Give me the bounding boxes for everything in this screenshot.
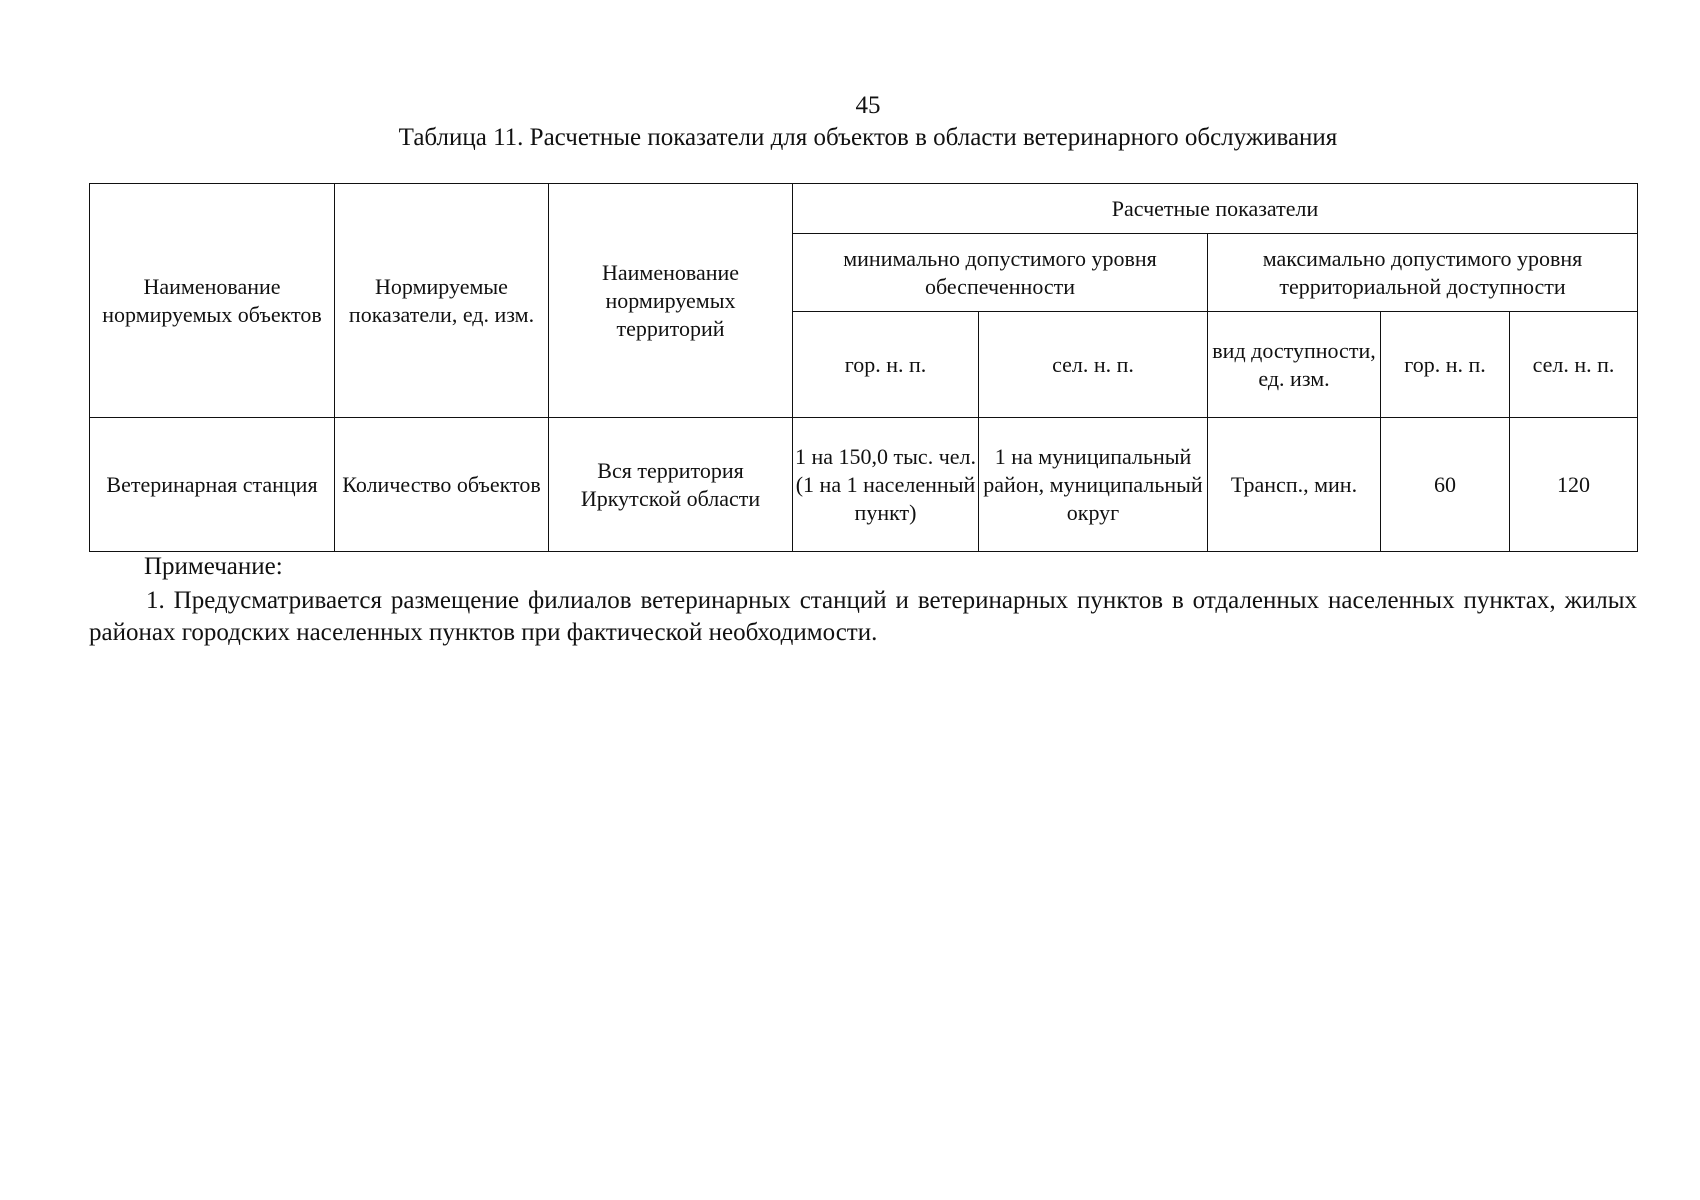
- cell-min-urban: 1 на 150,0 тыс. чел. (1 на 1 населенный пункт): [793, 418, 979, 552]
- cell-object: Ветеринарная станция: [90, 418, 335, 552]
- header-min-level: минимально допустимого уровня обеспеченности: [793, 234, 1208, 312]
- cell-max-urban: 60: [1381, 418, 1510, 552]
- cell-indicator: Количество объектов: [335, 418, 549, 552]
- cell-territory: Вся территория Иркутской области: [549, 418, 793, 552]
- header-max-rural: сел. н. п.: [1510, 312, 1638, 418]
- header-territory: Наименование нормируемых территорий: [549, 184, 793, 418]
- norms-table: [89, 183, 1638, 552]
- header-calculated-indicators: Расчетные показатели: [793, 184, 1638, 234]
- table-title: Таблица 11. Расчетные показатели для объектов в области ветеринарного обслуживания: [398, 124, 1338, 151]
- cell-access-type: Трансп., мин.: [1208, 418, 1381, 552]
- header-max-urban: гор. н. п.: [1381, 312, 1510, 418]
- note-heading: Примечание:: [144, 553, 283, 580]
- header-min-rural: сел. н. п.: [979, 312, 1208, 418]
- header-access-type: вид доступности, ед. изм.: [1208, 312, 1381, 418]
- header-object-name: Наименование нормируемых объектов: [90, 184, 335, 418]
- header-max-level: максимально допустимого уровня территориальной доступности: [1208, 234, 1638, 312]
- header-min-urban: гор. н. п.: [793, 312, 979, 418]
- table-row: [90, 418, 1638, 552]
- note-item: 1. Предусматривается размещение филиалов ветеринарных станций и ветеринарных пунктов в отдаленных населенных пунктах, жилых районах городских населенных пунктов при фактической необходимости.: [89, 587, 1637, 646]
- cell-max-rural: 120: [1510, 418, 1638, 552]
- page-number: 45: [855, 92, 881, 119]
- header-indicator: Нормируемые показатели, ед. изм.: [335, 184, 549, 418]
- header-row-1: [90, 184, 1638, 234]
- cell-min-rural: 1 на муниципальный район, муниципальный округ: [979, 418, 1208, 552]
